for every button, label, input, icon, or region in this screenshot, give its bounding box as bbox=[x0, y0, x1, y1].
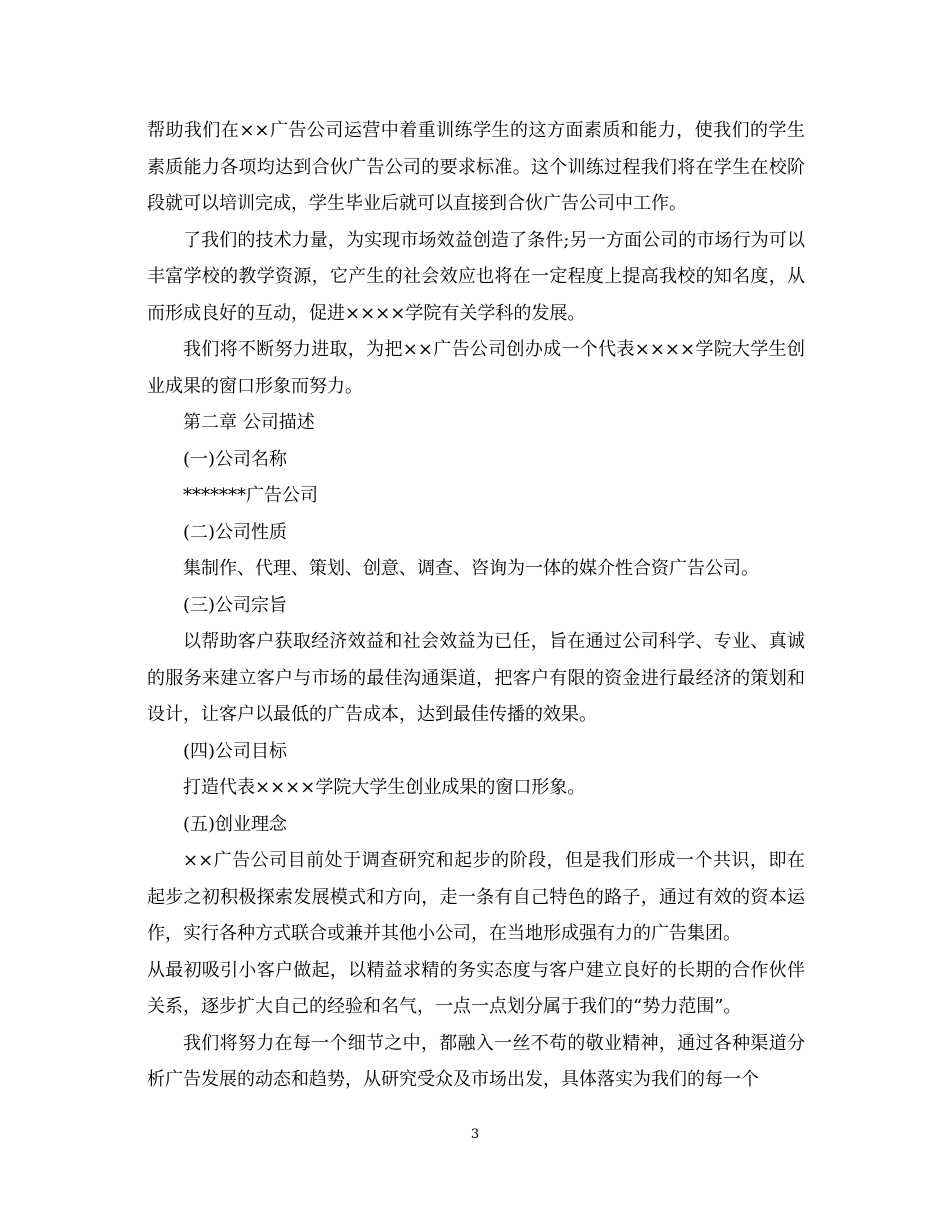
section-heading-company-purpose: (三)公司宗旨 bbox=[183, 594, 288, 616]
section-heading-company-name: (一)公司名称 bbox=[183, 448, 288, 470]
business-philosophy-continued: 从最初吸引小客户做起，以精益求精的务实态度与客户建立良好的长期的合作伙伴关系，逐步扩大自己的经验和名气，一点一点划分属于我们的“势力范围”。 bbox=[147, 959, 805, 1017]
paragraph-training: 帮助我们在××广告公司运营中着重训练学生的这方面素质和能力，使我们的学生素质能力各项均达到合伙广告公司的要求标准。这个训练过程我们将在学生在校阶段就可以培训完成，学生毕业后就可以直接到合伙广告公司中工作。 bbox=[147, 120, 805, 214]
section-heading-company-goal: (四)公司目标 bbox=[183, 740, 288, 762]
paragraph-dedication: 我们将努力在每一个细节之中，都融入一丝不苟的敬业精神，通过各种渠道分析广告发展的动态和趋势，从研究受众及市场出发，具体落实为我们的每一个 bbox=[147, 1032, 805, 1090]
company-purpose-text: 以帮助客户获取经济效益和社会效益为已任，旨在通过公司科学、专业、真诚的服务来建立客户与市场的最佳沟通渠道，把客户有限的资金进行最经济的策划和设计，让客户以最低的广告成本，达到最佳传播的效果。 bbox=[147, 631, 805, 725]
company-goal-text: 打造代表××××学院大学生创业成果的窗口形象。 bbox=[183, 777, 586, 798]
section-heading-company-nature: (二)公司性质 bbox=[183, 521, 288, 543]
paragraph-technical-strength: 了我们的技术力量，为实现市场效益创造了条件;另一方面公司的市场行为可以丰富学校的教学资源，它产生的社会效应也将在一定程度上提高我校的知名度，从而形成良好的互动，促进××××学院有关学科的发展。 bbox=[147, 229, 805, 324]
paragraph-effort: 我们将不断努力进取，为把××广告公司创办成一个代表××××学院大学生创业成果的窗口形象而努力。 bbox=[147, 339, 805, 397]
chapter-heading: 第二章 公司描述 bbox=[183, 412, 315, 433]
company-nature-text: 集制作、代理、策划、创意、调查、咨询为一体的媒介性合资广告公司。 bbox=[183, 558, 759, 579]
business-philosophy-text: ××广告公司目前处于调查研究和起步的阶段，但是我们形成一个共识，即在起步之初积极探索发展模式和方向，走一条有自己特色的路子，通过有效的资本运作，实行各种方式联合或兼并其他小公司，在当地形成强有力的广告集团。 bbox=[147, 850, 805, 944]
section-heading-business-philosophy: (五)创业理念 bbox=[183, 813, 288, 835]
document-body bbox=[147, 113, 805, 1099]
page-number: 3 bbox=[470, 1127, 480, 1142]
company-name-text: *******广告公司 bbox=[183, 485, 318, 506]
